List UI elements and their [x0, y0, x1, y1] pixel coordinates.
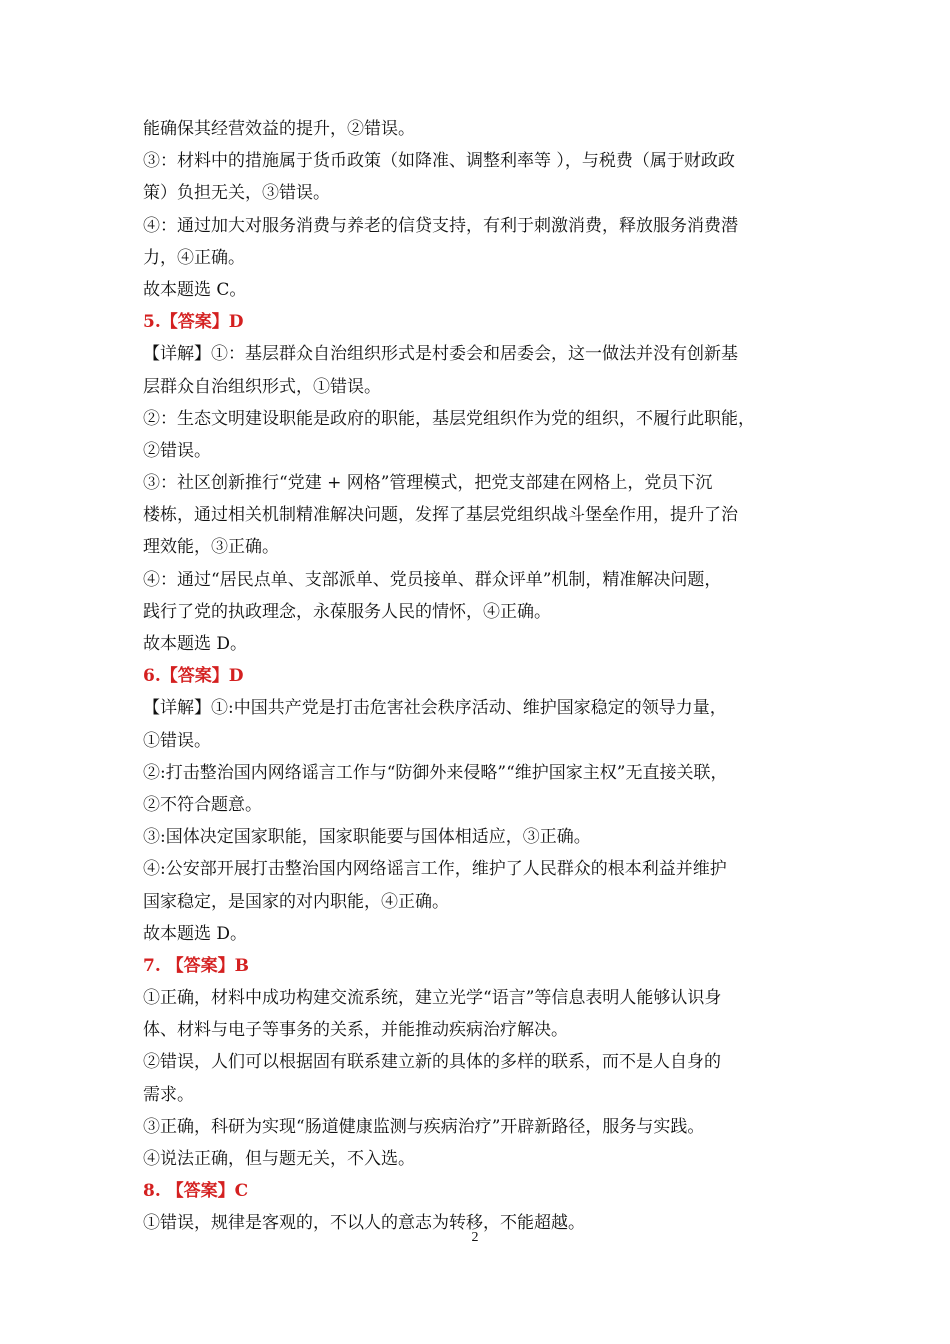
text-line: ①正确，材料中成功构建交流系统，建立光学“语言”等信息表明人能够认识身 [143, 988, 722, 1009]
answer-heading: 6.【答案】D [143, 666, 244, 687]
text-line: 【详解】①：基层群众自治组织形式是村委会和居委会，这一做法并没有创新基 [143, 344, 738, 365]
text-line: ③：社区创新推行“党建 + 网格”管理模式，把党支部建在网格上，党员下沉 [143, 473, 713, 494]
text-line: ②:打击整治国内网络谣言工作与“防御外来侵略”“维护国家主权”无直接关联， [143, 762, 728, 783]
text-line: 故本题选 D。 [143, 923, 248, 944]
text-line: ②错误。 [143, 440, 211, 461]
text-line: 需求。 [143, 1084, 194, 1105]
text-line: 故本题选 D。 [143, 634, 248, 654]
text-line: 故本题选 C。 [143, 279, 247, 300]
text-line: ②不符合题意。 [143, 794, 262, 815]
text-line: 能确保其经营效益的提升，②错误。 [143, 119, 415, 139]
text-line: 策）负担无关，③错误。 [143, 183, 330, 204]
text-line: 践行了党的执政理念，永葆服务人民的情怀，④正确。 [143, 601, 551, 622]
text-line: 体、材料与电子等事务的关系，并能推动疾病治疗解决。 [143, 1020, 568, 1041]
text-line: ④:公安部开展打击整治国内网络谣言工作，维护了人民群众的根本利益并维护 [143, 859, 727, 880]
answer-heading: 5.【答案】D [143, 312, 244, 333]
text-line: ②：生态文明建设职能是政府的职能，基层党组织作为党的组织，不履行此职能， [143, 408, 755, 429]
text-line: 国家稳定，是国家的对内职能，④正确。 [143, 891, 449, 912]
text-line: ④：通过“居民点单、支部派单、党员接单、群众评单”机制，精准解决问题， [143, 569, 722, 590]
answer-heading: 8. 【答案】C [143, 1181, 249, 1202]
answer-heading: 7. 【答案】B [143, 955, 250, 976]
text-line: ④：通过加大对服务消费与养老的信贷支持，有利于刺激消费，释放服务消费潜 [143, 215, 738, 236]
text-line: 理效能，③正确。 [143, 537, 279, 558]
text-line: ③：材料中的措施属于货币政策（如降准、调整利率等 ），与税费（属于财政政 [143, 151, 735, 172]
text-line: ③:国体决定国家职能，国家职能要与国体相适应，③正确。 [143, 827, 591, 848]
text-line: ④说法正确，但与题无关，不入选。 [143, 1149, 415, 1169]
text-line: ②错误，人们可以根据固有联系建立新的具体的多样的联系，而不是人自身的 [143, 1052, 721, 1073]
text-line: ③正确，科研为实现“肠道健康监测与疾病治疗”开辟新路径，服务与实践。 [143, 1116, 705, 1137]
text-line: 楼栋，通过相关机制精准解决问题，发挥了基层党组织战斗堡垒作用，提升了治 [143, 505, 738, 526]
text-line: 层群众自治组织形式，①错误。 [143, 376, 381, 397]
text-line: ①错误。 [143, 730, 211, 751]
text-line: ①错误，规律是客观的，不以人的意志为转移，不能超越。 [143, 1213, 585, 1234]
document-body [143, 113, 811, 1240]
page-number: 2 [471, 1230, 479, 1245]
text-line: 【详解】①:中国共产党是打击危害社会秩序活动、维护国家稳定的领导力量， [143, 698, 727, 719]
text-line: 力，④正确。 [143, 247, 245, 268]
